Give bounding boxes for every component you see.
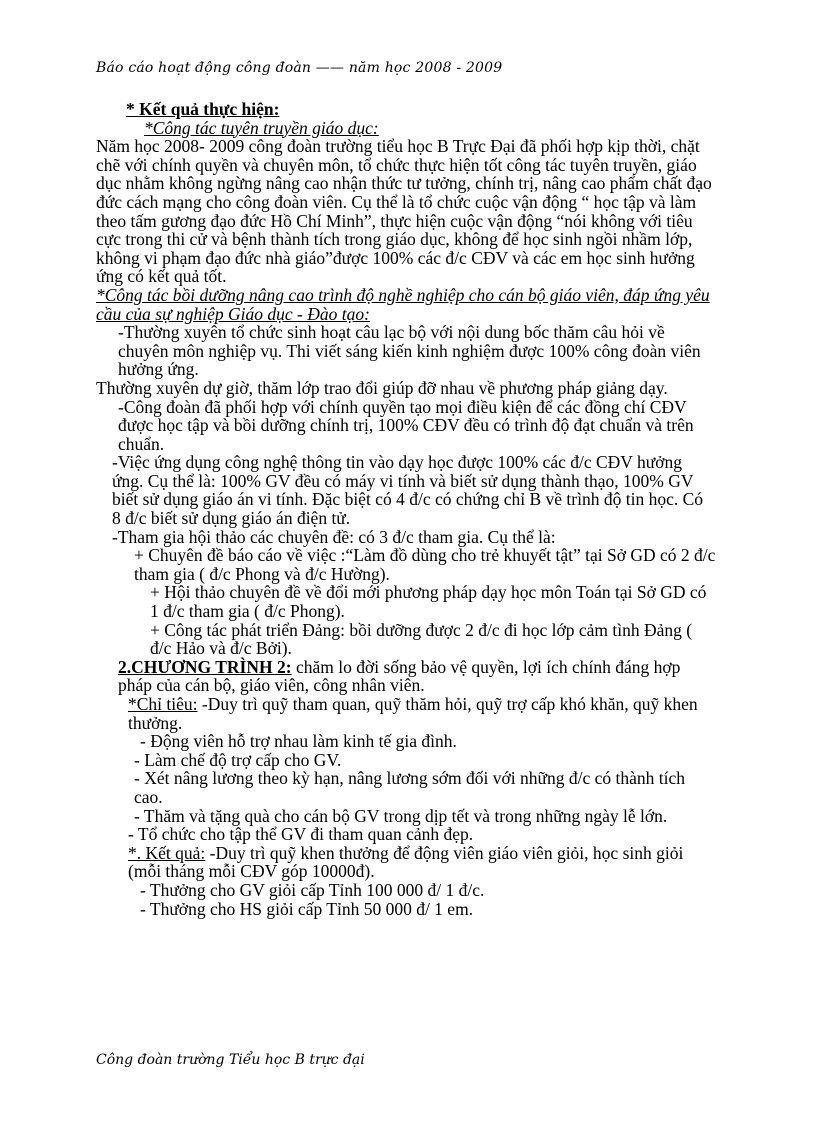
chuong-trinh-2-text: chăm lo đời sống bảo vệ quyền, lợi ích chính đáng hợp pháp của cán bộ, giáo viên, công nhân viên. bbox=[118, 656, 681, 696]
boi-duong-item-2: Thường xuyên dự giờ, thăm lớp trao đổi giúp đỡ nhau về phương pháp giảng dạy. bbox=[96, 377, 668, 398]
chuong-trinh-2 bbox=[96, 658, 716, 695]
boi-duong-item-1: -Thường xuyên tổ chức sinh hoạt câu lạc bộ với nội dung bốc thăm câu hỏi về chuyên môn nghiệp vụ. Thi viết sáng kiến kinh nghiệm được 100% công đoàn viên hưởng ứng. bbox=[118, 322, 701, 380]
page-header: Báo cáo hoạt động công đoàn —— năm học 2008 - 2009 bbox=[96, 60, 503, 76]
ket-qua-2 bbox=[96, 844, 716, 881]
chi-tieu-text: -Duy trì quỹ tham quan, quỹ thăm hỏi, quỹ trợ cấp khó khăn, quỹ khen thưởng. bbox=[128, 694, 698, 733]
boi-duong-item-7: + Hội thảo chuyên đề về đổi mới phương pháp dạy học môn Toán tại Sở GD có 1 đ/c tham gia ( đ/c Phong). bbox=[150, 582, 707, 622]
page-footer: Công đoàn trường Tiểu học B trực đại bbox=[96, 1052, 365, 1068]
chi-tieu-item-2: - Làm chế độ trợ cấp cho GV. bbox=[134, 749, 342, 770]
chi-tieu-label: *Chỉ tiêu: bbox=[128, 694, 198, 714]
tuyen-truyen-heading: *Công tác tuyên truyền giáo dục: bbox=[144, 117, 379, 138]
ket-qua-2-label: *. Kết quả: bbox=[128, 842, 206, 863]
boi-duong-item-8: + Công tác phát triển Đảng: bồi dưỡng được 2 đ/c đi học lớp cảm tình Đảng ( đ/c Hảo và đ/c Bởi). bbox=[150, 619, 693, 659]
ket-qua-item-2: - Thưởng cho HS giỏi cấp Tỉnh 50 000 đ/ 1 em. bbox=[140, 898, 474, 919]
tuyen-truyen-paragraph: Năm học 2008- 2009 công đoàn trường tiểu học B Trực Đại đã phối hợp kịp thời, chặt chẽ với chính quyền và chuyên môn, tổ chức thực hiện tốt công tác tuyên truyền, giáo dục nhằm không ngừng nâng cao nhận thức tư tưởng, chính trị, nâng cao phẩm chất đạo đức cách mạng cho công đoàn viên. Cụ thể là tổ chức cuộc vận động “ học tập và làm theo tấm gương đạo đức Hồ Chí Minh”, thực hiện cuộc vận động “nói không với tiêu cực trong thi cử và bệnh thành tích trong giáo dục, không để học sinh ngồi nhầm lớp, không vi phạm đạo đức nhà giáo”được 100% các đ/c CĐV và các em học sinh hưởng ứng có kết quả tốt. bbox=[96, 136, 712, 287]
chi-tieu-item-4: - Thăm và tặng quà cho cán bộ GV trong dịp tết và trong những ngày lễ lớn. bbox=[134, 805, 668, 826]
ket-qua-2-text: -Duy trì quỹ khen thưởng để động viên giáo viên giỏi, học sinh giỏi (mỗi tháng mỗi CĐV góp 10000đ). bbox=[128, 842, 684, 882]
chuong-trinh-2-label: 2.CHƯƠNG TRÌNH 2: bbox=[118, 656, 292, 677]
boi-duong-item-3: -Công đoàn đã phối hợp với chính quyền tạo mọi điều kiện để các đồng chí CĐV được học tập và bồi dưỡng chính trị, 100% CĐV đều có trình độ đạt chuẩn và trên chuẩn. bbox=[118, 396, 694, 454]
boi-duong-item-4: -Việc ứng dụng công nghệ thông tin vào dạy học được 100% các đ/c CĐV hưởng ứng. Cụ thể là: 100% GV đều có máy vi tính và biết sử dụng thành thạo, 100% GV biết sử dụng giáo án vi tính. Đặc biệt có 4 đ/c có chứng chỉ B về trình độ tin học. Có 8 đ/c biết sử dụng giáo án điện tử. bbox=[112, 452, 704, 529]
chi-tieu-item-3: - Xét nâng lương theo kỳ hạn, nâng lương sớm đối với những đ/c có thành tích cao. bbox=[134, 768, 686, 807]
boi-duong-heading: *Công tác bồi dưỡng nâng cao trình độ nghề nghiệp cho cán bộ giáo viên, đáp ứng yêu cầu của sự nghiệp Giáo dục - Đào tạo: bbox=[96, 284, 710, 324]
chi-tieu bbox=[96, 695, 716, 732]
boi-duong-item-6: + Chuyên đề báo cáo về việc :“Làm đồ dùng cho trẻ khuyết tật” tại Sở GD có 2 đ/c tham gia ( đ/c Phong và đ/c Hường). bbox=[134, 545, 716, 584]
boi-duong-item-5: -Tham gia hội thảo các chuyên đề: có 3 đ/c tham gia. Cụ thể là: bbox=[112, 526, 556, 547]
document-body bbox=[96, 100, 716, 918]
chi-tieu-item-1: - Động viên hỗ trợ nhau làm kinh tế gia đình. bbox=[140, 731, 457, 752]
ket-qua-item-1: - Thưởng cho GV giỏi cấp Tỉnh 100 000 đ/ 1 đ/c. bbox=[140, 879, 485, 900]
ket-qua-heading: * Kết quả thực hiện: bbox=[126, 99, 280, 119]
chi-tieu-item-5: - Tổ chức cho tập thể GV đi tham quan cảnh đẹp. bbox=[128, 824, 474, 845]
